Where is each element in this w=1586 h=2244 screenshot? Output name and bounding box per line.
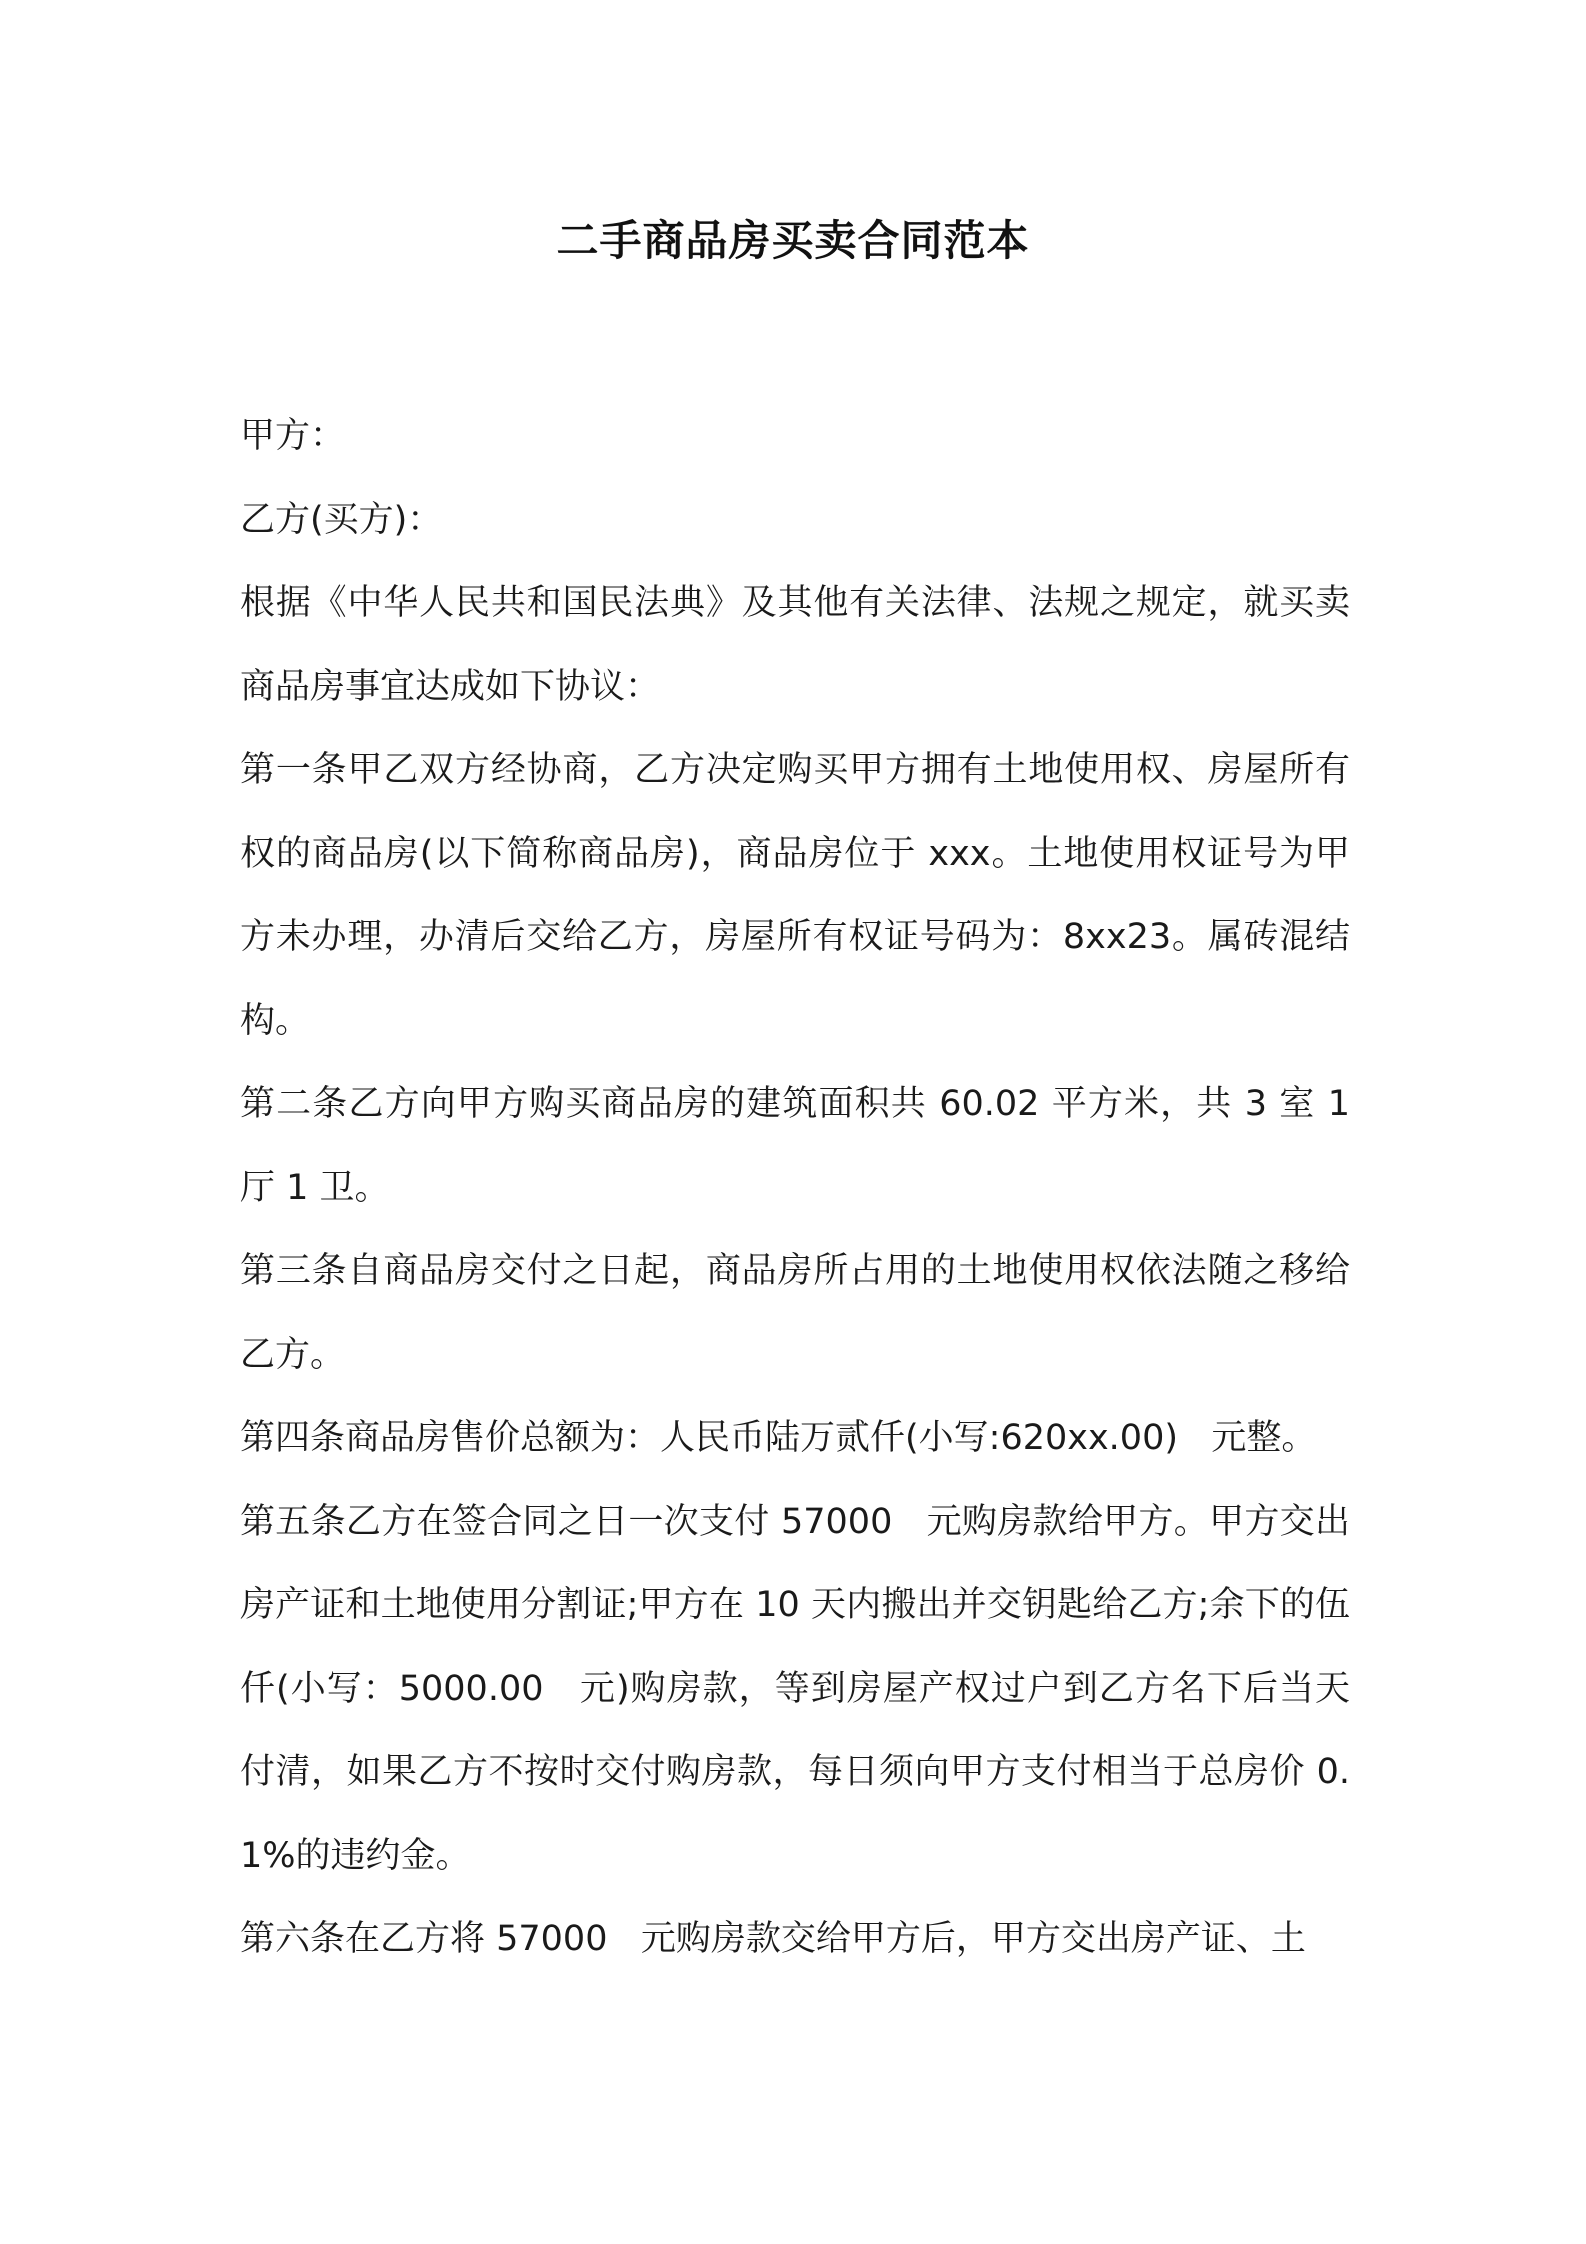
party-a-line: 甲方：	[240, 416, 346, 456]
article-2-paragraph: 第二条乙方向甲方购买商品房的建筑面积共 60.02 平方米，共 3 室 1 厅 1 卫。	[240, 1084, 1362, 1208]
article-3-paragraph: 第三条自商品房交付之日起，商品房所占用的土地使用权依法随之移给乙方。	[240, 1251, 1350, 1375]
document-title: 二手商品房买卖合同范本	[556, 216, 1030, 265]
document-body	[240, 395, 1362, 1982]
party-b-line: 乙方(买方)：	[240, 499, 443, 540]
article-6-paragraph: 第六条在乙方将 57000 元购房款交给甲方后，甲方交出房产证、土	[240, 1919, 1306, 1959]
article-4-paragraph: 第四条商品房售价总额为：人民币陆万贰仟(小写:620xx.00) 元整。	[240, 1418, 1317, 1458]
article-1-paragraph: 第一条甲乙双方经协商，乙方决定购买甲方拥有土地使用权、房屋所有权的商品房(以下简称商品房)，商品房位于 xxx。土地使用权证号为甲方未办理，办清后交给乙方，房屋所有权证号码为：8xx23。属砖混结构。	[240, 750, 1350, 1041]
preamble-paragraph: 根据《中华人民共和国民法典》及其他有关法律、法规之规定，就买卖商品房事宜达成如下协议：	[240, 583, 1350, 707]
article-5-paragraph: 第五条乙方在签合同之日一次支付 57000 元购房款给甲方。甲方交出房产证和土地使用分割证;甲方在 10 天内搬出并交钥匙给乙方;余下的伍仟(小写：5000.00 元)购房款，等到房屋产权过户到乙方名下后当天付清，如果乙方不按时交付购房款，每日须向甲方支付相当于总房价 0.1%的违约金。	[240, 1501, 1350, 1876]
